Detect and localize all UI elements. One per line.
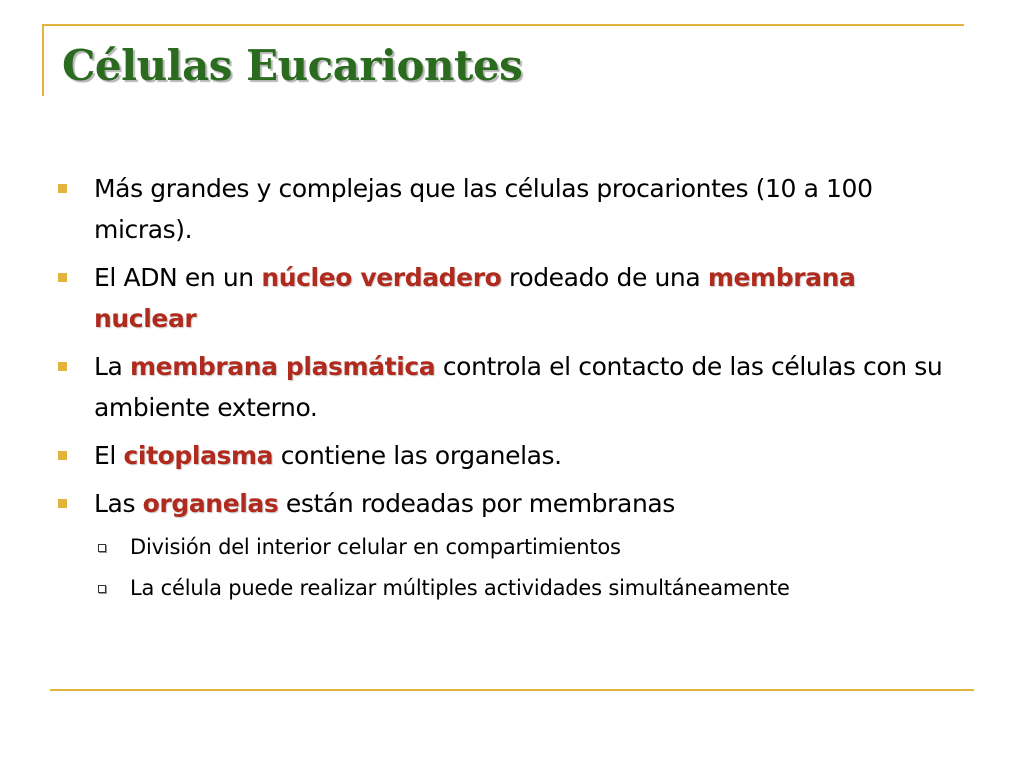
highlighted-term: organelas (142, 489, 279, 518)
hollow-square-bullet-icon (98, 585, 106, 593)
bullet-text-part: contiene las organelas. (273, 441, 562, 470)
square-bullet-icon (58, 451, 67, 460)
bullet-text-part: rodeado de una (501, 263, 708, 292)
bullet-text-part: La (94, 352, 130, 381)
sub-bullet-text: División del interior celular en compartimientos (130, 535, 621, 559)
bullet-text-part: controla el contacto de las células con su ambiente externo. (94, 352, 943, 422)
bullet-text (94, 483, 958, 524)
highlighted-term: citoplasma (123, 441, 274, 470)
bullet-text (94, 257, 958, 339)
highlighted-term: membrana nuclear (94, 263, 856, 333)
square-bullet-icon (58, 499, 67, 508)
square-bullet-icon (58, 362, 67, 371)
bullet-text-part: El ADN en un (94, 263, 262, 292)
highlighted-term: membrana plasmática (130, 352, 436, 381)
bottom-border-line (50, 689, 974, 691)
left-border-line (42, 24, 44, 96)
sub-bullet-item (98, 572, 958, 605)
bullet-item (58, 483, 958, 524)
bullet-item (58, 168, 958, 250)
highlighted-term: núcleo verdadero (261, 263, 502, 292)
bullet-text (94, 346, 958, 428)
sub-bullet-item (98, 531, 958, 564)
bullet-text-part: Más grandes y complejas que las células procariontes (10 a 100 micras). (94, 174, 873, 244)
bullet-text (94, 435, 958, 476)
sub-bullet-text: La célula puede realizar múltiples actividades simultáneamente (130, 576, 790, 600)
bullet-text (94, 168, 958, 250)
square-bullet-icon (58, 184, 67, 193)
top-border-line (42, 24, 964, 26)
bullet-text-part: El (94, 441, 124, 470)
bullet-list (58, 168, 958, 613)
square-bullet-icon (58, 273, 67, 282)
hollow-square-bullet-icon (98, 544, 106, 552)
bullet-item (58, 435, 958, 476)
slide-title: Células Eucariontes (62, 41, 523, 90)
bullet-text-part: Las (94, 489, 143, 518)
bullet-item (58, 346, 958, 428)
bullet-item (58, 257, 958, 339)
bullet-text-part: están rodeadas por membranas (278, 489, 675, 518)
